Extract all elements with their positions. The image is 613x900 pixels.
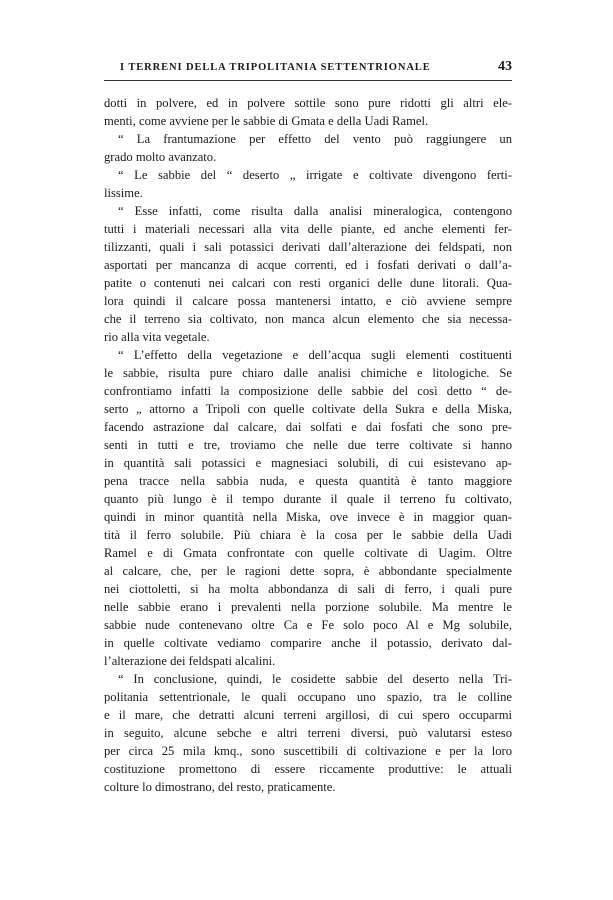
text-line: in quantità sali potassici e magnesiaci solubili, di cui esistevano ap- bbox=[104, 456, 512, 470]
body-text bbox=[104, 94, 512, 796]
text-line: facendo astrazione dal calcare, dai solfati e dai fosfati che sono pre- bbox=[104, 420, 512, 434]
text-line: che il terreno sia coltivato, non manca alcun elemento che sia necessa- bbox=[104, 312, 512, 326]
text-line: patite o contenuti nei calcari con resti organici delle dune litorali. Qua- bbox=[104, 276, 512, 290]
text-line: confrontiamo infatti la composizione delle sabbie del così detto “ de- bbox=[104, 384, 512, 398]
text-line: tità il ferro solubile. Più chiara è la cosa per le sabbie della Uadi bbox=[104, 528, 512, 542]
text-line: tilizzanti, quali i sali potassici derivati dall’alterazione dei feldspati, non bbox=[104, 240, 512, 254]
text-line: in seguito, alcune sebche e altri terreni diversi, può valutarsi esteso bbox=[104, 726, 512, 740]
text-line: “ Esse infatti, come risulta dalla analisi mineralogica, contengono bbox=[118, 204, 512, 218]
running-title: I TERRENI DELLA TRIPOLITANIA SETTENTRIONALE bbox=[120, 62, 431, 73]
text-line: lissime. bbox=[104, 186, 143, 200]
text-line: asportati per mancanza di acque correnti, ed i fosfati derivati o dall’a- bbox=[104, 258, 512, 272]
text-line: menti, come avviene per le sabbie di Gmata e della Uadi Ramel. bbox=[104, 114, 429, 128]
text-line: dotti in polvere, ed in polvere sottile sono pure ridotti gli altri ele- bbox=[104, 96, 512, 110]
text-line: in quelle coltivate vediamo comparire anche il potassio, derivato dal- bbox=[104, 636, 512, 650]
page-header bbox=[104, 60, 512, 80]
text-line: senti in tutti e tre, troviamo che nelle due terre coltivate si hanno bbox=[104, 438, 512, 452]
text-line: Ramel e di Gmata confrontate con quelle coltivate di Uagim. Oltre bbox=[104, 546, 512, 560]
text-line: e il mare, che detratti alcuni terreni argillosi, di cui spero occuparmi bbox=[104, 708, 512, 722]
text-line: “ In conclusione, quindi, le cosidette sabbie del deserto nella Tri- bbox=[118, 672, 512, 686]
text-line: nelle sabbie erano i prevalenti nella porzione solubile. Ma mentre le bbox=[104, 600, 512, 614]
text-line: nei ciottoletti, si ha molta abbondanza di sali di ferro, i quali pure bbox=[104, 582, 512, 596]
text-line: lora quindi il calcare possa mantenersi intatto, e ciò avviene sempre bbox=[104, 294, 512, 308]
text-line: colture lo dimostrano, del resto, praticamente. bbox=[104, 780, 336, 794]
text-line: costituzione promettono di essere riccamente produttive: le attuali bbox=[104, 762, 512, 776]
text-line: le sabbie, risulta pure chiaro dalle analisi chimiche e litologiche. Se bbox=[104, 366, 512, 380]
text-line: “ L’effetto della vegetazione e dell’acqua sugli elementi costituenti bbox=[118, 348, 512, 362]
header-rule bbox=[104, 80, 512, 81]
text-line: sabbie nude contenevano oltre Ca e Fe solo poco Al e Mg solubile, bbox=[104, 618, 512, 632]
text-line: quindi in minor quantità nella Miska, ove invece è in maggior quan- bbox=[104, 510, 512, 524]
page-number: 43 bbox=[498, 59, 512, 74]
text-line: per circa 25 mila kmq., sono suscettibili di coltivazione e per la loro bbox=[104, 744, 512, 758]
text-line: “ Le sabbie del “ deserto „ irrigate e coltivate divengono ferti- bbox=[118, 168, 512, 182]
text-line: tutti i materiali necessari alla vita delle piante, ed anche elementi fer- bbox=[104, 222, 512, 236]
text-line: grado molto avanzato. bbox=[104, 150, 217, 164]
text-line: serto „ attorno a Tripoli con quelle coltivate della Sukra e della Miska, bbox=[104, 402, 512, 416]
text-line: rio alla vita vegetale. bbox=[104, 330, 210, 344]
text-line: pena tracce nella sabbia nuda, e questa quantità è tanto maggiore bbox=[104, 474, 512, 488]
text-line: l’alterazione dei feldspati alcalini. bbox=[104, 654, 276, 668]
text-line: “ La frantumazione per effetto del vento può raggiungere un bbox=[118, 132, 512, 146]
text-line: al calcare, che, per le ragioni dette sopra, è abbondante specialmente bbox=[104, 564, 512, 578]
text-line: quanto più lungo è il tempo durante il quale il terreno fu coltivato, bbox=[104, 492, 512, 506]
text-line: politania settentrionale, le quali occupano uno spazio, tra le colline bbox=[104, 690, 512, 704]
